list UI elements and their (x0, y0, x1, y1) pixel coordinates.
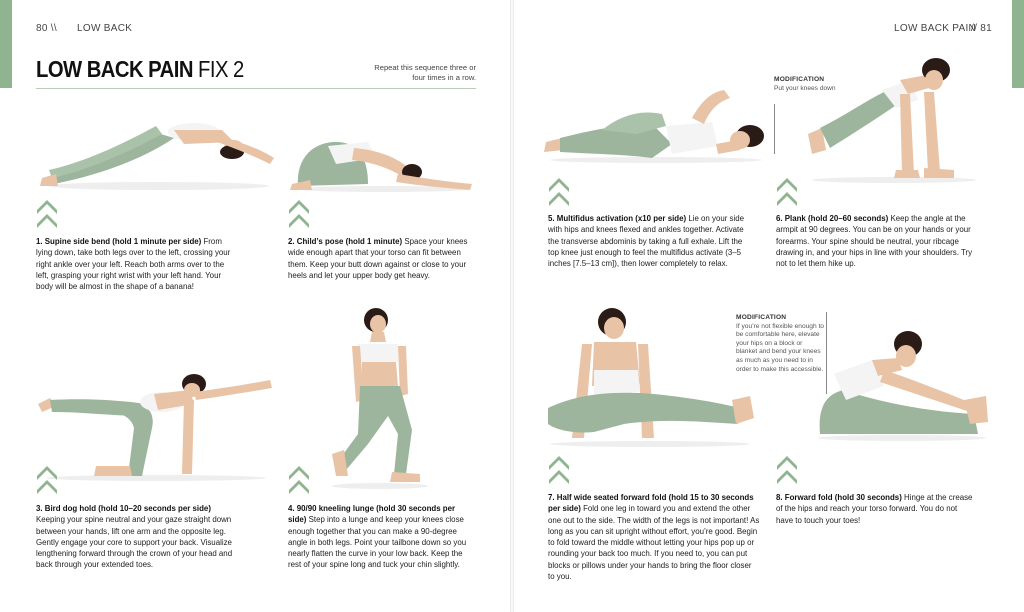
step-2-text (288, 236, 472, 281)
modification-title: MODIFICATION (736, 314, 787, 321)
step-7-body: Fold one leg in toward you and extend the other one out to the side. The width of the legs is not important! As long as you can sit upright without effort, you’re good. Begin to fold toward the middle without letting your hips pop up or rounding your back too much. If you need to, you can put blocks or pillows under your hands to bring the floor closer to you. (548, 504, 760, 582)
title-fix: FIX 2 (192, 56, 244, 82)
modification-callout-forward-fold (736, 314, 824, 374)
step-4-body: Step into a lunge and keep your knees close enough together that you can make a 90-degree angle in both legs. Point your tailbone down so you nearly flatten the curve in your low back. Keep the rest of your spine long and tuck your chin slightly. (288, 515, 467, 570)
step-1-body: From lying down, take both legs over to the left, crossing your right ankle over your left. Reach both arms over to the left, grasping your right wrist with your left hand. Your body will be almost in the shape of a banana! (36, 237, 231, 292)
page-title (36, 56, 244, 82)
step-7-text (548, 492, 760, 582)
modification-text: If you’re not flexible enough to be comfortable here, elevate your hips on a block or blanket and bend your knees as much as you need to in order to make this accessible. (736, 322, 824, 373)
step-8-heading: 8. Forward fold (hold 30 seconds) (776, 493, 902, 502)
step-6-heading: 6. Plank (hold 20–60 seconds) (776, 214, 889, 223)
step-3-text (36, 503, 234, 571)
figure-multifidus-activation (542, 84, 770, 164)
step-3-heading: 3. Bird dog hold (hold 10–20 seconds per side) (36, 504, 211, 513)
right-page-number: // 81 (971, 23, 992, 34)
step-4-heading: 4. 90/90 kneeling lunge (hold 30 seconds per side) (288, 504, 456, 525)
book-gutter (510, 0, 514, 612)
intro-text: Repeat this sequence three or four times in a row. (374, 63, 476, 82)
step-2-heading: 2. Child’s pose (hold 1 minute) (288, 237, 403, 246)
figure-supine-side-bend (34, 112, 284, 192)
right-edge-tab (1012, 0, 1024, 88)
step-6-body: Keep the angle at the armpit at 90 degrees. You can be on your hands or your forearms. Your spine should be neutral, your ribcage drawing in, and your hips in line with your shoulders. Try not to let them hike up. (776, 214, 973, 269)
chevron-marker-icon (548, 176, 570, 206)
title-bold: LOW BACK PAIN (36, 56, 193, 82)
title-rule (36, 88, 476, 89)
step-8-text (776, 492, 976, 526)
figure-kneeling-lunge (328, 304, 432, 490)
figure-forward-fold (814, 330, 990, 442)
step-6-text (776, 213, 976, 269)
step-5-body: Lie on your side with hips and knees flexed and ankles together. Activate the transverse abdominis by taking a full exhale. Lift the top knee just enough to feel the multifidus activate (3–5 inches [7.5–13 cm]), then lower completely to relax. (548, 214, 745, 269)
chevron-marker-icon (36, 198, 58, 228)
step-1-heading: 1. Supine side bend (hold 1 minute per side) (36, 237, 202, 246)
step-5-text (548, 213, 752, 269)
figure-childs-pose (288, 128, 478, 194)
modification-text: Put your knees down (774, 84, 836, 92)
modification-callout-plank (774, 76, 840, 93)
chevron-marker-icon (36, 464, 58, 494)
figure-half-wide-seated-fold (544, 300, 756, 448)
step-5-heading: 5. Multifidus activation (x10 per side) (548, 214, 687, 223)
step-8-body: Hinge at the crease of the hips and reach your torso forward. You do not have to touch your toes! (776, 493, 973, 525)
left-running-title: LOW BACK (77, 23, 133, 34)
figure-bird-dog (34, 370, 278, 482)
left-edge-tab (0, 0, 12, 88)
step-7-heading: 7. Half wide seated forward fold (hold 15 to 30 seconds per side) (548, 493, 754, 514)
step-3-body: Keeping your spine neutral and your gaze straight down between your hands, lift one arm and the opposite leg. Gently engage your core to support your back. Visualize lengthening forward through the crown of your head and back through your extended toes. (36, 515, 233, 570)
chevron-marker-icon (288, 464, 310, 494)
modification-leader-line (774, 104, 775, 154)
right-running-title: LOW BACK PAIN (894, 23, 977, 34)
step-4-text (288, 503, 472, 571)
step-1-text (36, 236, 234, 292)
chevron-marker-icon (776, 176, 798, 206)
chevron-marker-icon (548, 454, 570, 484)
left-page-number: 80 \\ (36, 23, 57, 34)
chevron-marker-icon (776, 454, 798, 484)
step-2-body: Space your knees wide enough apart that your torso can fit between them. Keep your butt down against or close to your heels and let your upper body get heavy. (288, 237, 468, 280)
modification-title: MODIFICATION (774, 76, 825, 83)
modification-leader-line (826, 312, 827, 394)
chevron-marker-icon (288, 198, 310, 228)
